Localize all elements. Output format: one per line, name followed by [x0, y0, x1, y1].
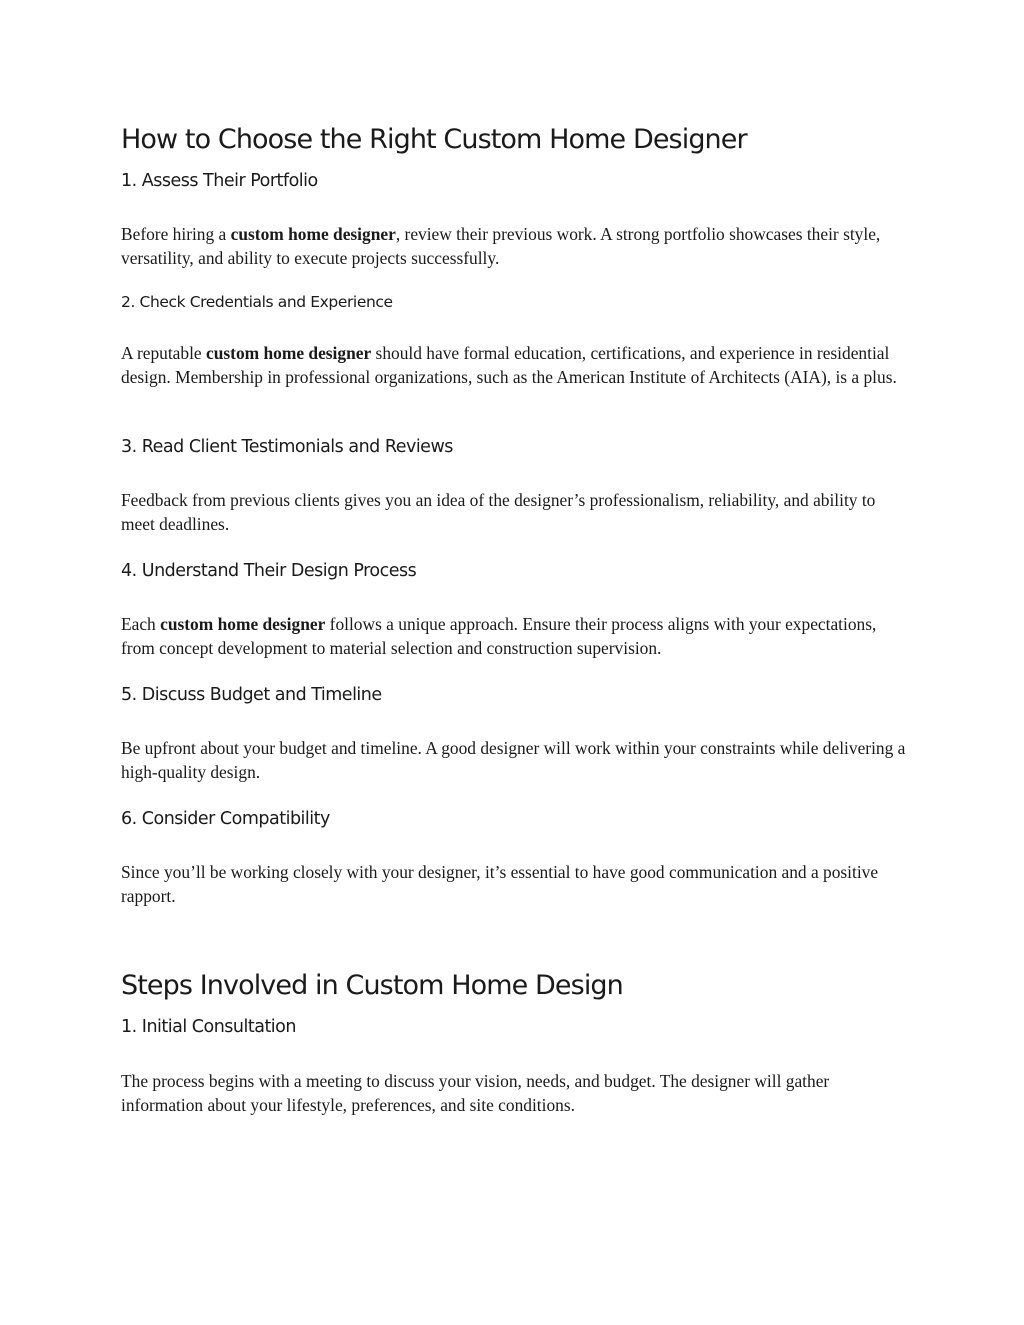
- section-title-steps: Steps Involved in Custom Home Design: [121, 970, 623, 1001]
- paragraph-text: Feedback from previous clients gives you an idea of the designer’s professionalism, reliability, and ability to meet deadlines.: [121, 490, 876, 534]
- paragraph-text: Since you’ll be working closely with your designer, it’s essential to have good communication and a positive rapport.: [121, 862, 879, 906]
- item-paragraph-testimonials: [121, 489, 911, 536]
- paragraph-text: follows a unique approach. Ensure their process aligns with your expectations, from concept development to material selection and construction supervision.: [121, 614, 877, 658]
- paragraph-bold-keyword: custom home designer: [206, 343, 372, 363]
- paragraph-text: Each: [121, 614, 161, 634]
- paragraph-bold-keyword: custom home designer: [160, 614, 326, 634]
- item-paragraph-credentials: [121, 342, 911, 389]
- item-number: 1.: [121, 1017, 137, 1037]
- item-heading-budget: [121, 685, 382, 705]
- item-number: 5.: [121, 685, 137, 705]
- paragraph-text: Before hiring a: [121, 224, 231, 244]
- item-heading-text: Discuss Budget and Timeline: [141, 685, 382, 705]
- section-title-choose-designer: How to Choose the Right Custom Home Designer: [121, 124, 747, 155]
- item-heading-compatibility: [121, 809, 330, 829]
- paragraph-text: The process begins with a meeting to discuss your vision, needs, and budget. The designer will gather information about your lifestyle, preferences, and site conditions.: [121, 1071, 830, 1115]
- item-paragraph-budget: [121, 737, 911, 784]
- paragraph-text: , review their previous work. A strong portfolio showcases their style, versatility, and ability to execute projects successfully.: [121, 224, 881, 268]
- item-paragraph-compatibility: [121, 861, 911, 908]
- item-heading-text: Understand Their Design Process: [141, 561, 417, 581]
- paragraph-text: A reputable: [121, 343, 206, 363]
- item-number: 4.: [121, 561, 137, 581]
- item-heading-consultation: [121, 1017, 296, 1037]
- item-heading-testimonials: [121, 437, 453, 457]
- paragraph-text: should have formal education, certifications, and experience in residential design. Membership in professional organizations, such as the American Institute of Architects (AIA), is a plus.: [121, 343, 897, 387]
- item-heading-text: Check Credentials and Experience: [139, 293, 393, 311]
- item-number: 1.: [121, 171, 137, 191]
- item-paragraph-portfolio: [121, 223, 911, 270]
- item-number: 3.: [121, 437, 137, 457]
- item-number: 6.: [121, 809, 137, 829]
- item-heading-text: Consider Compatibility: [141, 809, 330, 829]
- item-heading-text: Initial Consultation: [141, 1017, 296, 1037]
- item-number: 2.: [121, 293, 135, 311]
- item-heading-portfolio: [121, 171, 318, 191]
- item-heading-text: Read Client Testimonials and Reviews: [141, 437, 453, 457]
- item-paragraph-design-process: [121, 613, 911, 660]
- item-heading-text: Assess Their Portfolio: [141, 171, 318, 191]
- paragraph-text: Be upfront about your budget and timeline. A good designer will work within your constraints while delivering a high-quality design.: [121, 738, 906, 782]
- item-paragraph-consultation: [121, 1070, 911, 1117]
- item-heading-design-process: [121, 561, 416, 581]
- item-heading-credentials: [121, 293, 393, 311]
- paragraph-bold-keyword: custom home designer: [230, 224, 396, 244]
